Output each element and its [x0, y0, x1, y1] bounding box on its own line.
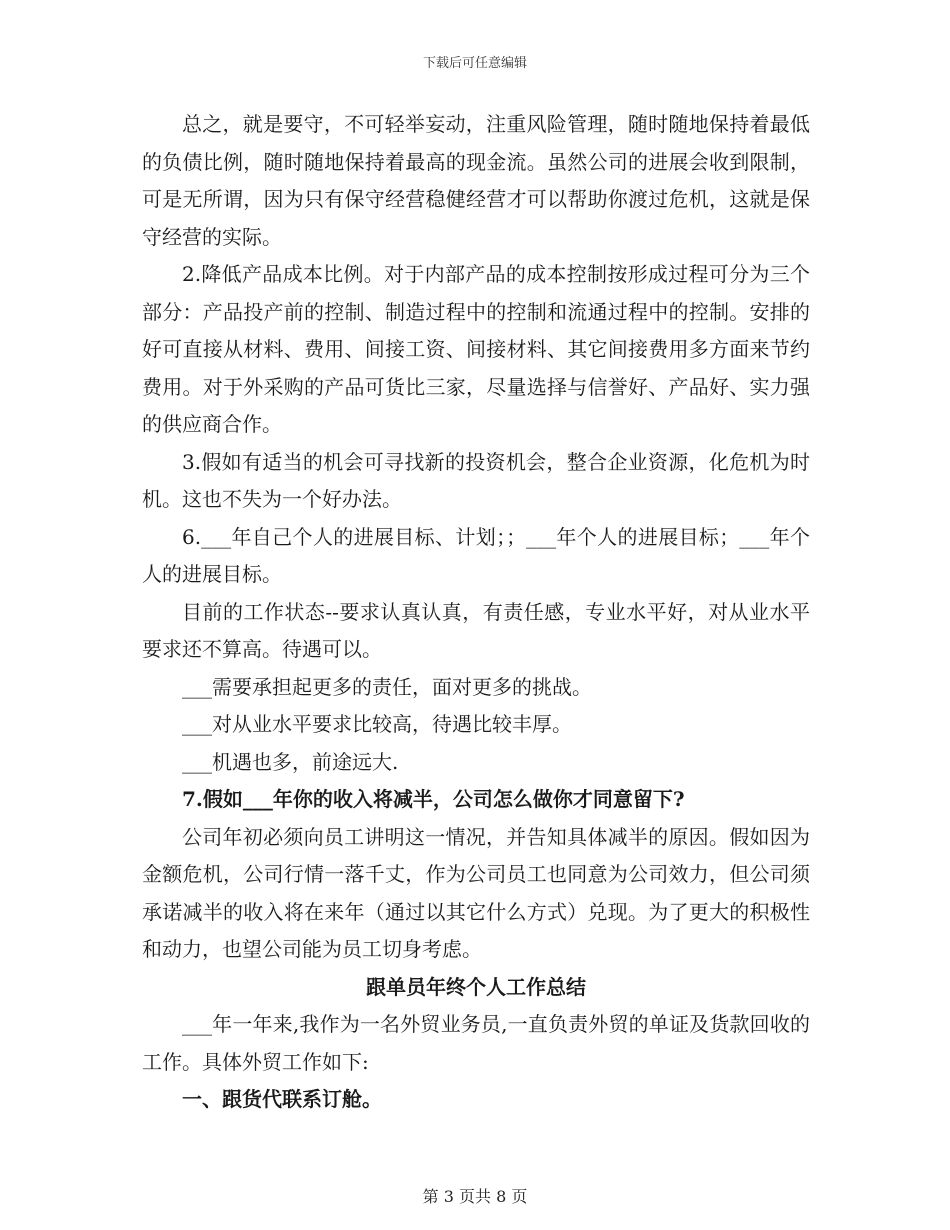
paragraph-goals: 6.___年自己个人的进展目标、计划；；___年个人的进展目标；___年个人的进展目标。 — [142, 524, 810, 586]
document-body — [142, 106, 810, 1119]
question-heading: 7.假如___年你的收入将减半，公司怎么做你才同意留下? — [182, 787, 685, 811]
paragraph-answer: 公司年初必须向员工讲明这一情况，并告知具体减半的原因。假如因为金额危机，公司行情一落千丈，作为公司员工也同意为公司效力，但公司须承诺减半的收入将在来年（通过以其它什么方式）兑现。为了更大的积极性和动力，也望公司能为员工切身考虑。 — [142, 824, 810, 961]
section-title: 跟单员年终个人工作总结 — [366, 974, 586, 999]
paragraph-opportunities: ___机遇也多，前途远大. — [182, 749, 399, 774]
paragraph-responsibility: ___需要承担起更多的责任，面对更多的挑战。 — [182, 674, 592, 699]
paragraph-intro: ___年一年来,我作为一名外贸业务员,一直负责外贸的单证及货款回收的工作。具体外贸工作如下: — [142, 1012, 810, 1074]
subsection-heading: 一、跟货代联系订舱。 — [182, 1087, 382, 1111]
page-footer: 第 3 页共 8 页 — [422, 1187, 528, 1206]
paragraph-requirements: ___对从业水平要求比较高，待遇比较丰厚。 — [182, 712, 572, 736]
paragraph-work-status: 目前的工作状态--要求认真认真，有责任感，专业水平好，对从业水平要求还不算高。待遇可以。 — [142, 599, 810, 661]
paragraph-investment: 3.假如有适当的机会可寻找新的投资机会，整合企业资源，化危机为时机。这也不失为一个好办法。 — [142, 449, 810, 511]
page-header: 下载后可任意编辑 — [422, 56, 527, 71]
paragraph-cost-control: 2.降低产品成本比例。对于内部产品的成本控制按形成过程可分为三个部分：产品投产前的控制、制造过程中的控制和流通过程中的控制。安排的好可直接从材料、费用、间接工资、间接材料、其它间接费用多方面来节约费用。对于外采购的产品可货比三家，尽量选择与信誉好、产品好、实力强的供应商合作。 — [142, 262, 810, 436]
paragraph-summary: 总之，就是要守，不可轻举妄动，注重风险管理，随时随地保持着最低的负债比例，随时随地保持着最高的现金流。虽然公司的进展会收到限制，可是无所谓，因为只有保守经营稳健经营才可以帮助你渡过危机，这就是保守经营的实际。 — [142, 112, 810, 249]
